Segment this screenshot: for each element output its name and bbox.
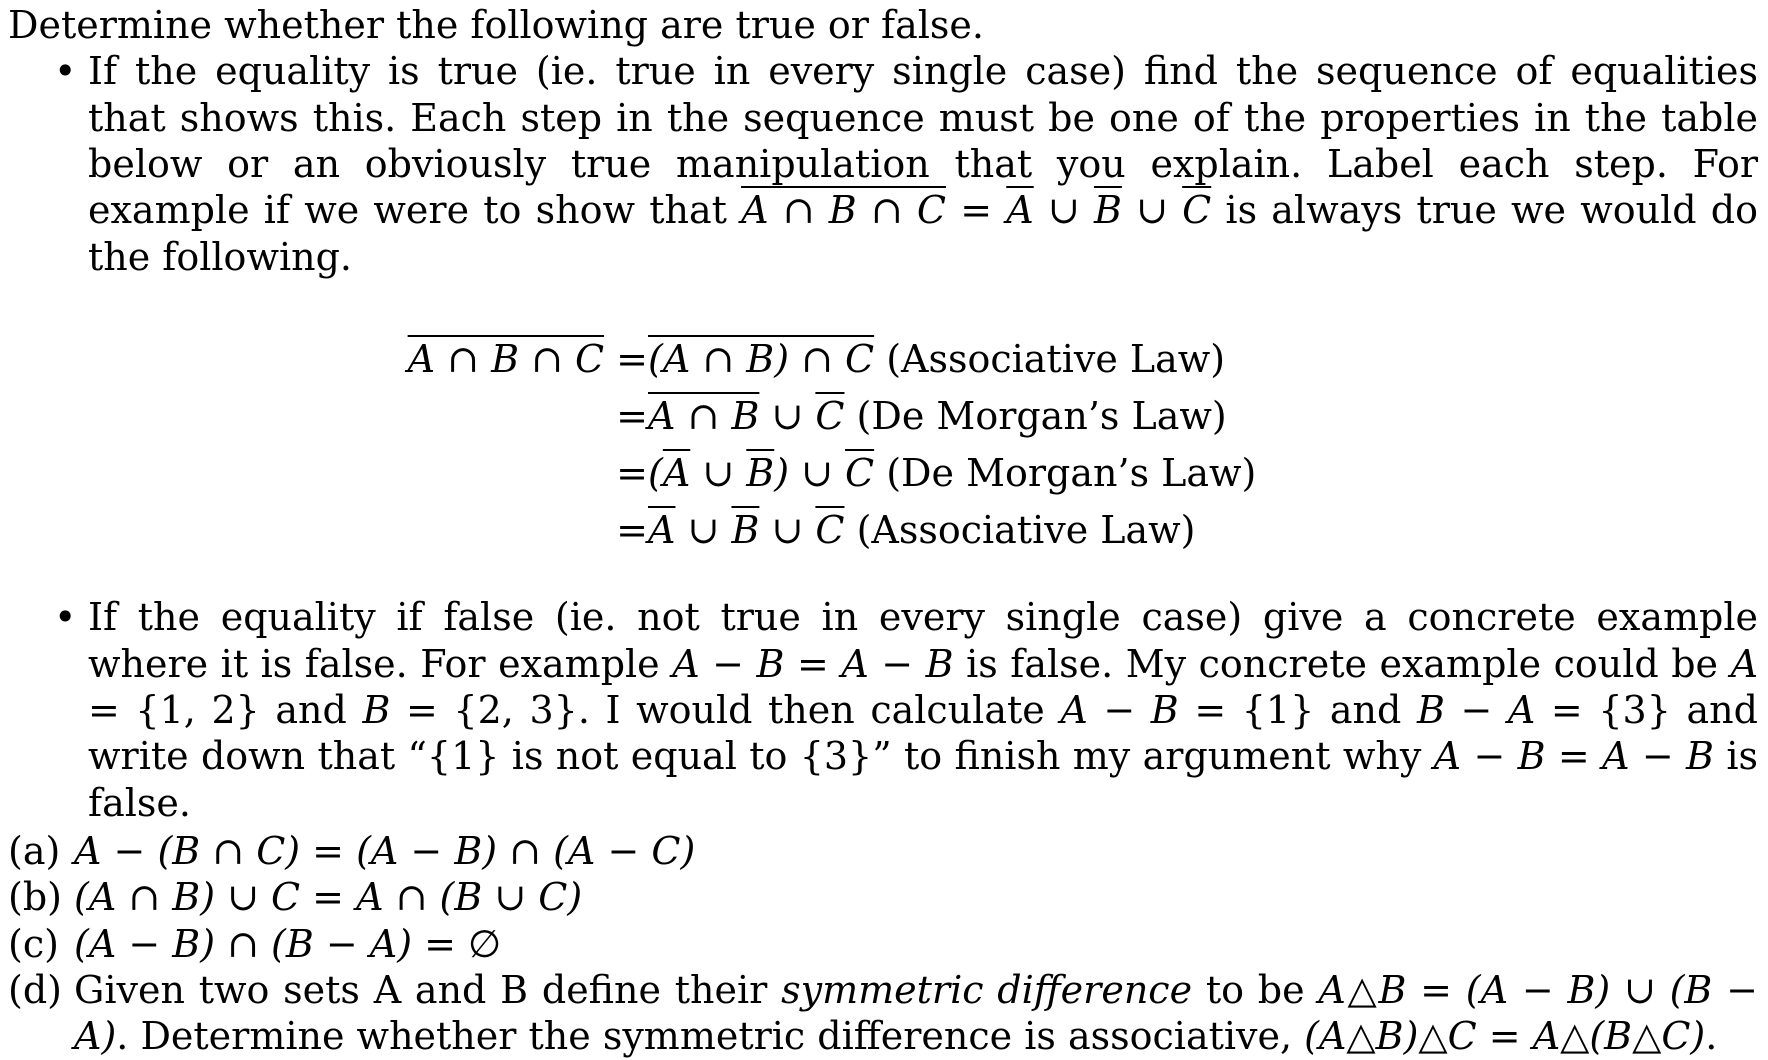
part-d-text: Given two sets A and B define their symmetric difference to be A△B = (A − B) ∪ (B − A). Determine whether the symmetric difference is associative, (A△B)△C = A△(B△C). — [74, 968, 1758, 1059]
part-label: (b) — [8, 875, 62, 920]
symmetric-difference-term: symmetric difference — [781, 968, 1193, 1013]
part-a — [8, 828, 1758, 874]
bullet-true-case — [8, 48, 1758, 280]
parts-list — [8, 828, 1758, 1060]
part-b — [8, 874, 1758, 920]
part-a-equation: A − (B ∩ C) = (A − B) ∩ (A − C) — [74, 828, 696, 873]
bullet-false-text: If the equality if false (ie. not true in every single case) give a concrete example where it is false. For example A − B = A − B is false. My concrete example could be A = {1, 2} and B = {2, 3}. I would then calculate A − B = {1} and B − A = {3} and write down that “{1} is not equal to {3}” to finish my argument why A − B = A − B is false. — [88, 595, 1759, 825]
derivation-step-label: (De Morgan’s Law) — [886, 451, 1257, 496]
derivation-step-label: (Associative Law) — [856, 508, 1196, 553]
part-b-equation: (A ∩ B) ∪ C = A ∩ (B ∪ C) — [74, 875, 583, 920]
part-c — [8, 921, 1758, 967]
bullet-false-case — [8, 594, 1758, 826]
derivation-step-label: (De Morgan’s Law) — [856, 394, 1227, 439]
bullet-true-tail: is always true we would do the following. — [88, 188, 1759, 279]
part-label: (a) — [8, 828, 61, 873]
intro-text: Determine whether the following are true or false. — [8, 3, 984, 47]
bullet-dot: • — [54, 49, 77, 94]
problem-page — [8, 2, 1758, 1060]
bullet-dot: • — [54, 595, 77, 640]
derivation-block: A ∩ B ∩ C = (A ∩ B) ∩ C (Associative Law) = A ∩ B ∪ $\overline{C}$ (De Morgan’s Law) = ($\overline{A}$ ∪ $\overline{B}$) ∪ $\overline{C}$ (De Morgan’s Law) = $\overline{A}$ ∪ $\overline{B}$ ∪ $\overline{C}$ (Associative Law) — [407, 337, 1257, 553]
part-d — [8, 967, 1758, 1060]
derivation-step-label: (Associative Law) — [886, 337, 1226, 382]
bullet-true-text — [88, 48, 1758, 280]
bullet-true-body: If the equality is true (ie. true in every single case) find the sequence of equalities that shows this. Each step in the sequence must be one of the properties in the table below or an obviously true manipulation that you explain. Label each step. For example if we were to show that — [88, 49, 1758, 233]
part-label: (c) — [8, 921, 59, 966]
part-c-equation: (A − B) ∩ (B − A) = ∅ — [74, 921, 502, 966]
part-label: (d) — [8, 968, 62, 1013]
example-equality: A ∩ B ∩ $C = \overline{A}$ ∪ $\overline{B}$ ∪ $\overline{C}$ — [741, 188, 1212, 233]
